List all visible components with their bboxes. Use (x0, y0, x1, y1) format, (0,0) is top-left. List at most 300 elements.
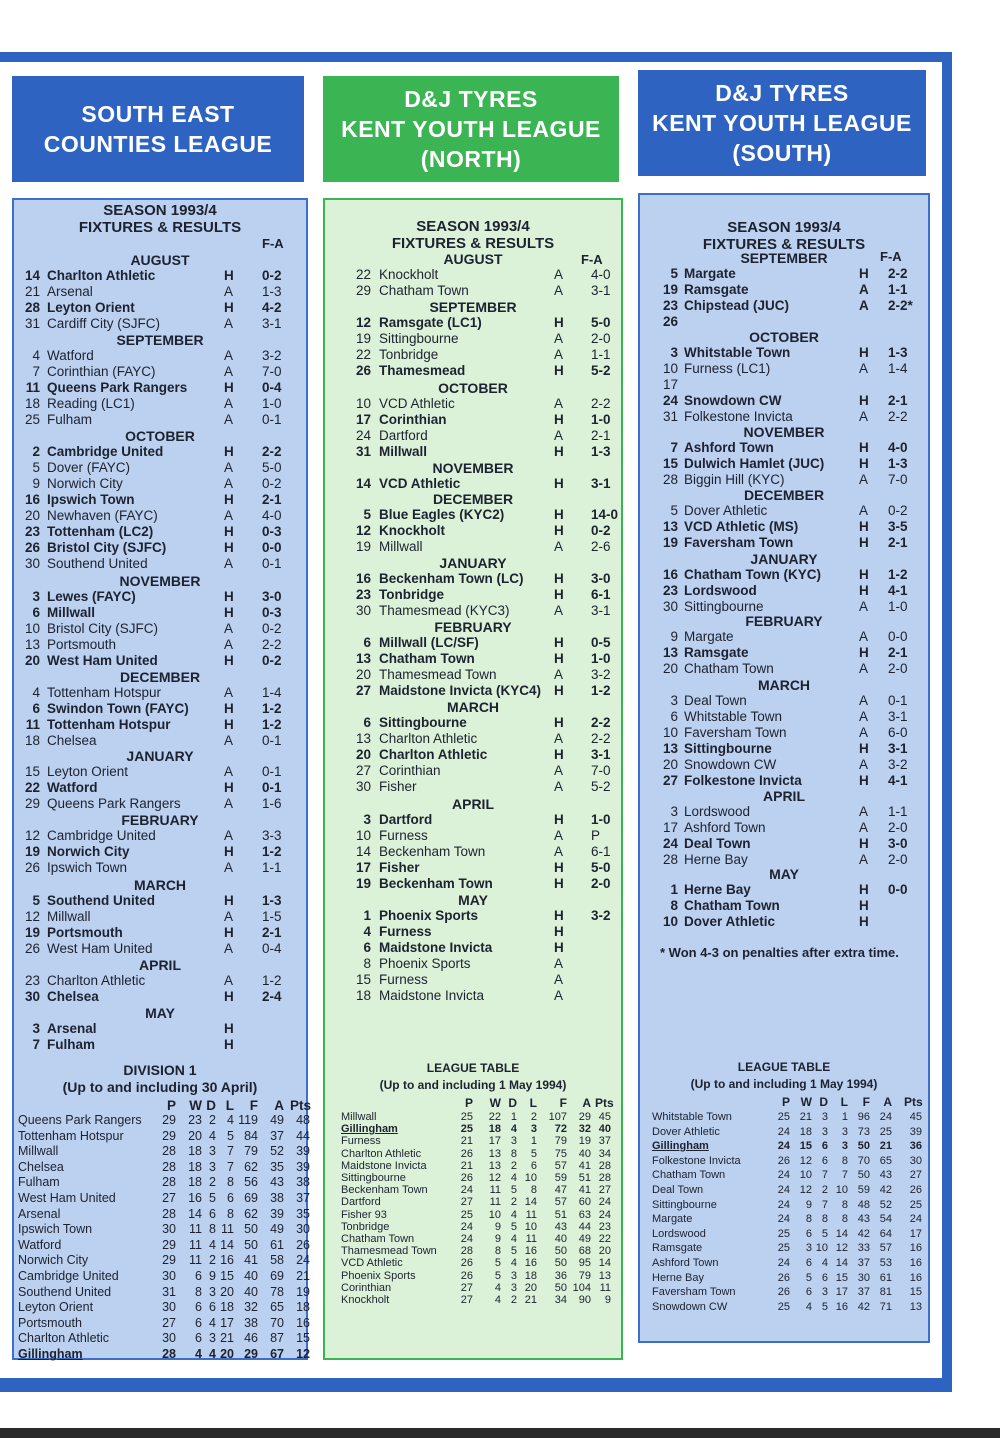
header-north-line3: (NORTH) (420, 146, 522, 172)
fixture-venue: A (859, 409, 869, 424)
table-cell: 119 (238, 1113, 258, 1127)
fixture-opponent: Charlton Athletic (379, 731, 478, 746)
table-cell: 3 (805, 1242, 812, 1255)
table-cell: 3 (821, 1286, 828, 1299)
table-row (325, 1209, 621, 1221)
table-cell: 28 (162, 1347, 176, 1361)
fixture-date: 3 (670, 345, 678, 360)
north-month-dec: DECEMBER (432, 491, 514, 507)
fixture-score: 2-1 (262, 925, 282, 940)
table-cell: 10 (799, 1169, 812, 1182)
table-cell: 29 (162, 1237, 176, 1252)
fixture-score: 3-0 (262, 589, 282, 604)
north-month-aug: AUGUST (443, 251, 503, 267)
north-month-sep: SEPTEMBER (429, 299, 517, 315)
fixture-venue: A (224, 621, 234, 636)
fixture-venue: H (859, 882, 869, 897)
fixture-opponent: Sittingbourne (684, 741, 772, 756)
fixture-venue: A (224, 973, 234, 988)
fixture-venue: A (859, 820, 869, 835)
fixture-venue: A (859, 852, 869, 867)
table-cell: 3 (510, 1135, 517, 1148)
fixture-date: 31 (355, 444, 371, 459)
fixture-score: 2-2 (591, 731, 611, 746)
fixture-opponent: Watford (47, 780, 98, 795)
table-cell: 20 (524, 1281, 537, 1294)
table-cell: 28 (162, 1206, 176, 1221)
fixture-venue: H (554, 507, 564, 522)
table-team: Portsmouth (18, 1315, 82, 1330)
north-month-jan: JANUARY (439, 555, 507, 571)
fixture-date: 17 (662, 820, 678, 835)
table-col-header: D (206, 1098, 216, 1113)
secl-table-title-line2: (Up to and including 30 April) (62, 1079, 258, 1095)
fixture-score: 1-2 (262, 844, 282, 859)
table-row (640, 1125, 928, 1140)
fixture-date: 30 (24, 989, 40, 1004)
table-cell: 6 (805, 1227, 812, 1240)
table-cell: 15 (909, 1286, 922, 1299)
table-cell: 38 (244, 1315, 258, 1330)
north-season-line1: SEASON 1993/4 (416, 218, 530, 235)
fixture-date: 26 (355, 363, 371, 378)
fixture-opponent: VCD Athletic (379, 476, 461, 491)
table-cell: 6 (530, 1159, 537, 1172)
fixture-date: 18 (24, 733, 40, 748)
south-month-jan: JANUARY (750, 551, 818, 567)
fixture-date: 11 (25, 717, 40, 732)
fixture-date: 13 (355, 731, 371, 746)
table-team: Beckenham Town (341, 1184, 428, 1197)
table-cell: 57 (554, 1159, 567, 1172)
fixture-score: 1-6 (262, 796, 282, 811)
fixture-opponent: Beckenham Town (379, 876, 493, 891)
fixture-score: 0-2 (262, 653, 282, 668)
table-cell: 8 (494, 1245, 501, 1258)
table-cell: 14 (220, 1237, 234, 1252)
table-cell: 7 (821, 1198, 828, 1211)
fixture-score: 1-2 (262, 701, 282, 716)
table-cell: 10 (815, 1242, 828, 1255)
table-row (14, 1222, 310, 1238)
fixture-row (325, 507, 621, 523)
table-row (640, 1110, 928, 1125)
fixture-opponent: Phoenix Sports (379, 956, 471, 971)
table-cell: 49 (270, 1113, 284, 1127)
fixture-opponent: Corinthian (379, 763, 441, 778)
table-row (325, 1294, 621, 1306)
table-row (325, 1160, 621, 1172)
fixture-row (640, 361, 928, 377)
table-cell: 96 (857, 1111, 870, 1123)
table-cell: 51 (554, 1208, 567, 1221)
fixture-venue: A (554, 428, 564, 443)
table-cell: 16 (909, 1271, 922, 1284)
fixture-venue: A (554, 603, 564, 618)
fixture-score: 2-0 (591, 876, 611, 891)
fixture-date: 20 (355, 747, 371, 762)
table-cell: 39 (270, 1206, 284, 1221)
fixture-venue: H (554, 523, 564, 538)
fixture-opponent: Cambridge United (47, 444, 164, 459)
fixture-opponent: Cambridge United (47, 828, 156, 843)
fixture-score: 2-1 (591, 428, 611, 443)
table-cell: 37 (857, 1286, 870, 1299)
table-row (14, 1113, 310, 1129)
table-cell: 40 (244, 1269, 258, 1283)
fixture-score: 3-2 (262, 348, 282, 363)
table-cell: 24 (777, 1213, 790, 1226)
fixture-opponent: Tottenham Hotspur (47, 685, 162, 700)
fixture-row (640, 741, 928, 757)
table-cell: 6 (805, 1257, 812, 1269)
table-header-row (325, 1096, 621, 1111)
table-cell: 6 (195, 1300, 202, 1315)
fixture-opponent: Ipswich Town (47, 860, 128, 875)
table-cell: 41 (578, 1159, 591, 1172)
fixture-date: 4 (32, 348, 40, 363)
table-cell: 24 (598, 1208, 611, 1221)
table-row (14, 1315, 310, 1332)
fixture-opponent: Herne Bay (684, 882, 751, 897)
table-cell: 27 (598, 1184, 611, 1197)
table-cell: 59 (857, 1184, 870, 1196)
table-row (325, 1221, 621, 1233)
fixture-row (640, 693, 928, 709)
table-cell: 56 (244, 1175, 258, 1190)
fixture-row (640, 645, 928, 661)
table-cell: 2 (821, 1184, 828, 1196)
table-cell: 3 (841, 1140, 848, 1153)
fixture-opponent: Tottenham Hotspur (47, 717, 171, 732)
fixture-date: 30 (355, 603, 371, 618)
fixture-venue: H (554, 571, 564, 586)
fixture-row (325, 715, 621, 731)
fixture-score: 0-1 (262, 412, 282, 427)
table-cell: 12 (835, 1242, 848, 1255)
table-cell: 46 (244, 1331, 258, 1346)
fixture-opponent: Tonbridge (379, 347, 439, 362)
fixture-score: 1-0 (591, 412, 611, 427)
fixture-opponent: Leyton Orient (47, 764, 129, 779)
fixture-score: 4-2 (262, 300, 282, 315)
fixture-venue: A (554, 539, 564, 554)
table-cell: 24 (909, 1213, 922, 1226)
fixture-opponent: Dover Athletic (684, 503, 768, 518)
north-month-apr: APRIL (452, 796, 494, 812)
table-col-header: F (249, 1098, 258, 1113)
fixture-score: 3-1 (262, 316, 282, 331)
table-team: Gillingham (652, 1140, 709, 1153)
fixture-opponent: Folkestone Invicta (684, 773, 802, 788)
table-cell: 27 (162, 1191, 176, 1205)
fixture-venue: H (859, 535, 869, 550)
table-cell: 4 (494, 1294, 501, 1306)
table-cell: 65 (879, 1154, 892, 1167)
fixture-score: 5-2 (591, 363, 611, 378)
fixture-venue: A (859, 629, 869, 644)
fixture-date: 6 (363, 715, 371, 730)
table-cell: 1 (510, 1111, 517, 1123)
table-cell: 21 (460, 1159, 473, 1172)
table-col-header: A (582, 1096, 591, 1110)
fixture-opponent: Portsmouth (47, 637, 117, 652)
fixture-date: 16 (24, 492, 40, 507)
panel-north (323, 198, 623, 1360)
table-row (14, 1159, 310, 1176)
fixture-date: 24 (355, 428, 371, 443)
fixture-score: 1-5 (262, 909, 282, 924)
table-team: Watford (18, 1237, 62, 1252)
fixture-opponent: Ramsgate (684, 645, 749, 660)
table-cell: 3 (821, 1125, 828, 1138)
table-cell: 73 (857, 1125, 870, 1138)
panel-secl (12, 198, 312, 1361)
table-cell: 24 (777, 1257, 790, 1269)
table-cell: 104 (572, 1281, 591, 1294)
fixture-opponent: Norwich City (47, 844, 130, 859)
table-cell: 15 (835, 1271, 848, 1284)
fixture-row (14, 989, 306, 1005)
table-row (14, 1300, 310, 1316)
fixture-date: 5 (670, 266, 678, 281)
fixture-score: 1-2 (262, 973, 282, 988)
fixture-score: 4-1 (888, 773, 908, 788)
fixture-opponent: Watford (47, 348, 94, 363)
table-row (14, 1331, 310, 1347)
table-cell: 9 (209, 1269, 216, 1283)
fixture-row (325, 476, 621, 492)
table-cell: 58 (270, 1253, 284, 1268)
header-north-line1: D&J TYRES (404, 86, 538, 112)
table-cell: 29 (162, 1128, 176, 1143)
table-cell: 49 (270, 1222, 284, 1237)
table-cell: 2 (209, 1113, 216, 1127)
fixture-row (640, 773, 928, 789)
fixture-row (325, 635, 621, 651)
table-cell: 9 (604, 1294, 611, 1306)
table-cell: 50 (244, 1237, 258, 1252)
fixture-score: 2-2 (888, 409, 908, 424)
table-cell: 30 (162, 1269, 176, 1283)
table-cell: 3 (530, 1123, 537, 1136)
fixture-venue: A (224, 476, 234, 491)
table-cell: 23 (188, 1113, 202, 1127)
table-cell: 64 (879, 1227, 892, 1240)
table-cell: 6 (821, 1271, 828, 1284)
fixture-score: 5-0 (591, 315, 611, 330)
table-team: Sittingbourne (652, 1198, 717, 1211)
south-table-title-line2: (Up to and including 1 May 1994) (690, 1077, 878, 1091)
table-cell: 62 (244, 1159, 258, 1174)
fixture-opponent: Chatham Town (379, 283, 469, 298)
fixture-date: 27 (355, 763, 371, 778)
table-row (14, 1175, 310, 1191)
fixture-opponent: Arsenal (47, 284, 93, 299)
fixture-date: 10 (662, 725, 678, 740)
table-cell: 79 (554, 1135, 567, 1148)
table-cell: 37 (296, 1191, 310, 1205)
fixture-opponent: Swindon Town (FAYC) (47, 701, 189, 716)
fixture-score: 3-1 (591, 476, 611, 491)
fixture-opponent: Ramsgate (684, 282, 749, 297)
fixture-date: 1 (363, 908, 371, 923)
fixture-date: 31 (24, 316, 40, 331)
fixture-score: 2-1 (888, 645, 908, 660)
fixture-opponent: Fulham (47, 412, 93, 427)
fixture-row (14, 460, 306, 476)
table-row (14, 1237, 310, 1254)
table-cell: 23 (598, 1220, 611, 1233)
table-cell: 18 (220, 1300, 234, 1315)
secl-month-jan: JANUARY (126, 748, 194, 764)
table-row (640, 1183, 928, 1198)
table-cell: 26 (777, 1154, 790, 1167)
fixture-venue: H (224, 717, 234, 732)
table-cell: 20 (220, 1347, 234, 1361)
table-cell: 25 (777, 1300, 790, 1313)
table-cell: 3 (821, 1111, 828, 1123)
table-cell: 24 (777, 1198, 790, 1211)
table-cell: 6 (805, 1286, 812, 1299)
fixture-row (640, 661, 928, 677)
table-cell: 5 (821, 1300, 828, 1313)
fixture-row (640, 567, 928, 583)
table-cell: 95 (578, 1257, 591, 1270)
table-cell: 29 (162, 1113, 176, 1127)
fixture-row (14, 764, 306, 780)
fixture-score: 1-3 (262, 893, 282, 908)
table-cell: 40 (598, 1123, 611, 1136)
fixture-venue: A (554, 828, 564, 843)
table-cell: 4 (510, 1123, 517, 1136)
fixture-row (640, 409, 928, 425)
table-row (14, 1269, 310, 1285)
south-season-line1: SEASON 1993/4 (727, 219, 841, 236)
fixture-date: 20 (24, 653, 40, 668)
fixture-row (640, 519, 928, 535)
fixture-venue: A (224, 556, 234, 571)
fixture-row (640, 898, 928, 914)
fixture-venue: A (859, 472, 869, 487)
fixture-score: 0-3 (262, 605, 282, 620)
table-cell: 27 (460, 1294, 473, 1306)
fixture-venue: A (224, 941, 234, 956)
fixture-date: 21 (24, 284, 40, 299)
table-cell: 8 (841, 1213, 848, 1226)
fixture-row (325, 747, 621, 763)
north-season-line2: FIXTURES & RESULTS (391, 235, 555, 252)
fixture-opponent: Arsenal (47, 1021, 97, 1036)
table-cell: 14 (188, 1206, 202, 1221)
fixture-opponent: Charlton Athletic (379, 747, 488, 762)
table-cell: 11 (525, 1233, 537, 1245)
table-cell: 28 (162, 1144, 176, 1159)
table-team: Phoenix Sports (341, 1269, 416, 1282)
table-cell: 34 (554, 1294, 567, 1306)
fixture-date: 27 (355, 683, 371, 698)
table-col-header: A (274, 1098, 284, 1113)
table-cell: 28 (162, 1175, 176, 1190)
fixture-row (14, 284, 306, 300)
fixture-venue: H (224, 1021, 234, 1036)
table-cell: 13 (488, 1159, 501, 1172)
fixture-row (14, 508, 306, 524)
fixture-opponent: Sittingbourne (379, 331, 459, 346)
fixture-venue: H (554, 747, 564, 762)
table-cell: 3 (209, 1144, 216, 1159)
table-team: West Ham United (18, 1191, 116, 1205)
fixture-opponent: Leyton Orient (47, 300, 135, 315)
fixture-score: 2-1 (888, 393, 908, 408)
table-cell: 24 (460, 1233, 473, 1245)
fixture-date: 8 (363, 956, 371, 971)
table-row (325, 1233, 621, 1245)
table-cell: 84 (244, 1128, 258, 1143)
table-col-header: D (819, 1095, 828, 1109)
table-cell: 17 (835, 1286, 848, 1299)
table-row (325, 1172, 621, 1184)
table-cell: 14 (598, 1257, 611, 1270)
south-fa-label: F-A (880, 249, 902, 264)
table-team: Margate (652, 1213, 693, 1226)
fixture-opponent: Dartford (379, 428, 428, 443)
fixture-venue: A (224, 284, 234, 299)
table-cell: 57 (879, 1242, 892, 1255)
table-cell: 2 (510, 1196, 517, 1209)
table-team: Charlton Athletic (18, 1331, 110, 1346)
fixture-venue: A (224, 412, 234, 427)
fixture-row (325, 860, 621, 876)
fixture-date: 30 (662, 599, 678, 614)
table-cell: 36 (909, 1140, 922, 1153)
fixture-venue: H (859, 773, 869, 788)
table-cell: 18 (296, 1300, 310, 1315)
fixture-date: 20 (24, 508, 40, 523)
table-cell: 24 (460, 1220, 473, 1233)
fixture-opponent: Biggin Hill (KYC) (684, 472, 785, 487)
fixture-date: 13 (24, 637, 40, 652)
fixture-venue: H (859, 456, 869, 471)
table-cell: 8 (841, 1154, 848, 1167)
fixture-row (325, 523, 621, 539)
table-cell: 28 (460, 1245, 473, 1258)
table-team: Queens Park Rangers (18, 1113, 142, 1127)
table-cell: 9 (805, 1198, 812, 1211)
fixture-opponent: Furness (379, 828, 428, 843)
fixture-venue: A (224, 685, 234, 700)
fixture-opponent: Chipstead (JUC) (684, 298, 790, 313)
table-cell: 18 (524, 1269, 537, 1282)
table-team: Arsenal (18, 1206, 61, 1221)
fixture-date: 3 (32, 589, 40, 604)
table-team: Tottenham Hotspur (18, 1128, 124, 1143)
table-cell: 27 (909, 1169, 922, 1182)
fixture-date: 27 (662, 773, 678, 788)
table-cell: 32 (244, 1300, 258, 1315)
table-cell: 28 (162, 1159, 176, 1174)
fixture-opponent: Blue Eagles (KYC2) (379, 507, 505, 522)
fixture-venue: H (554, 651, 564, 666)
fixture-score: 1-3 (262, 284, 282, 299)
table-row (325, 1257, 621, 1269)
table-cell: 8 (841, 1198, 848, 1211)
fixture-date: 24 (662, 836, 678, 851)
table-team: Tonbridge (341, 1220, 390, 1233)
fixture-venue: H (224, 268, 234, 283)
table-cell: 4 (510, 1257, 517, 1270)
table-row (325, 1111, 621, 1123)
